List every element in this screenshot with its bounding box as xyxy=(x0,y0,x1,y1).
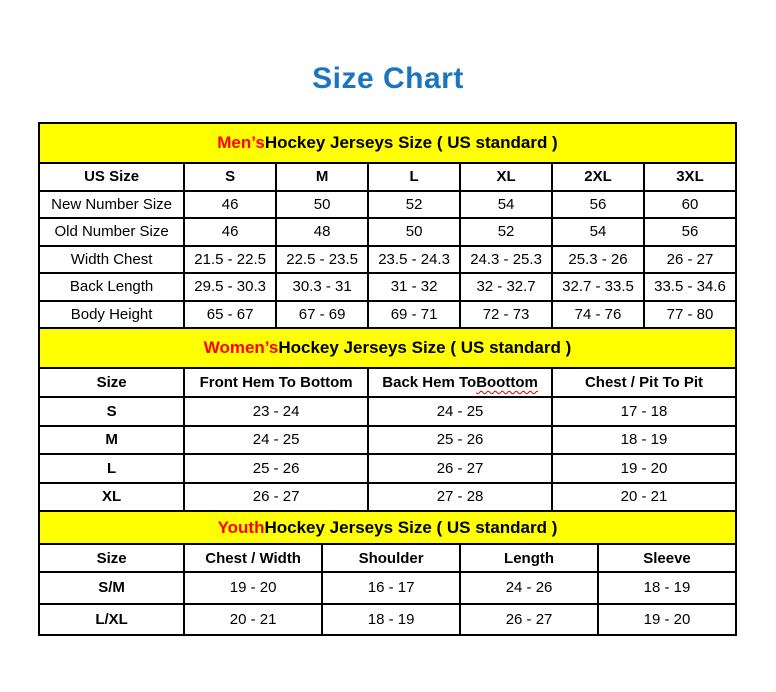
cell-text: XL xyxy=(101,488,122,506)
cell-text: 52 xyxy=(405,195,423,213)
data-cell xyxy=(321,573,459,603)
section-accent-label: Men’s xyxy=(217,133,265,152)
column-header xyxy=(183,164,275,190)
column-header-row xyxy=(40,543,735,571)
header-text: Sleeve xyxy=(643,549,691,567)
cell-text: 56 xyxy=(681,223,699,241)
cell-text: 48 xyxy=(313,223,331,241)
header-text: US Size xyxy=(84,168,140,186)
cell-text: 46 xyxy=(221,195,239,213)
data-cell xyxy=(183,605,321,635)
data-cell xyxy=(459,219,551,245)
data-cell xyxy=(183,302,275,328)
cell-text: 72 - 73 xyxy=(482,305,530,323)
header-text: M xyxy=(315,168,329,186)
column-header xyxy=(275,164,367,190)
cell-text: L xyxy=(106,459,117,477)
data-cell xyxy=(459,605,597,635)
row-label xyxy=(40,573,183,603)
row-label xyxy=(40,605,183,635)
table-row xyxy=(40,245,735,273)
data-cell xyxy=(459,247,551,273)
column-header xyxy=(40,164,183,190)
data-cell xyxy=(275,302,367,328)
data-cell xyxy=(183,192,275,218)
cell-text: 23.5 - 24.3 xyxy=(378,250,450,268)
cell-text: 19 - 20 xyxy=(620,459,668,477)
row-label xyxy=(40,302,183,328)
table-row xyxy=(40,190,735,218)
section-title-label: Hockey Jerseys Size ( US standard ) xyxy=(264,517,558,537)
cell-text: 30.3 - 31 xyxy=(292,278,352,296)
section-accent-label: Youth xyxy=(217,517,265,537)
cell-text: 22.5 - 23.5 xyxy=(286,250,358,268)
youth-section-header xyxy=(40,510,735,543)
column-header xyxy=(597,545,735,571)
cell-text: 50 xyxy=(405,223,423,241)
row-label xyxy=(40,455,183,482)
column-header xyxy=(367,164,459,190)
cell-text: 50 xyxy=(313,195,331,213)
data-cell xyxy=(643,247,735,273)
column-header xyxy=(459,545,597,571)
page-title: Size Chart xyxy=(312,62,464,95)
data-cell xyxy=(643,219,735,245)
data-cell xyxy=(367,302,459,328)
cell-text: 33.5 - 34.6 xyxy=(654,278,726,296)
cell-text: 18 - 19 xyxy=(620,431,668,449)
cell-text: 26 - 27 xyxy=(436,459,484,477)
table-row xyxy=(40,482,735,511)
column-header xyxy=(183,545,321,571)
section-accent-label: Women’s xyxy=(203,338,279,357)
cell-text: 26 - 27 xyxy=(252,488,300,506)
header-text: Size xyxy=(96,374,127,391)
row-label xyxy=(40,427,183,454)
row-label xyxy=(40,398,183,425)
cell-text: 65 - 67 xyxy=(206,305,254,323)
header-text: Length xyxy=(504,549,555,567)
data-cell xyxy=(367,192,459,218)
data-cell xyxy=(275,274,367,300)
column-header xyxy=(551,369,735,396)
data-cell xyxy=(459,302,551,328)
data-cell xyxy=(183,398,367,425)
cell-text: 24 - 25 xyxy=(436,402,484,420)
header-text: Back Hem To xyxy=(382,374,477,391)
cell-text: Back Length xyxy=(69,278,154,296)
cell-text: 77 - 80 xyxy=(666,305,714,323)
cell-text: 16 - 17 xyxy=(367,579,415,597)
data-cell xyxy=(183,455,367,482)
column-header xyxy=(551,164,643,190)
data-cell xyxy=(321,605,459,635)
data-cell xyxy=(551,484,735,511)
data-cell xyxy=(551,398,735,425)
cell-text: 24 - 25 xyxy=(252,431,300,449)
data-cell xyxy=(367,484,551,511)
data-cell xyxy=(551,219,643,245)
data-cell xyxy=(551,455,735,482)
data-cell xyxy=(367,427,551,454)
table-row xyxy=(40,603,735,635)
cell-text: 26 - 27 xyxy=(666,250,714,268)
table-row xyxy=(40,571,735,603)
cell-text: New Number Size xyxy=(51,195,173,213)
cell-text: 25 - 26 xyxy=(252,459,300,477)
cell-text: 46 xyxy=(221,223,239,241)
data-cell xyxy=(183,573,321,603)
column-header xyxy=(643,164,735,190)
data-cell xyxy=(183,484,367,511)
header-text: Size xyxy=(96,549,127,567)
cell-text: 18 - 19 xyxy=(643,579,691,597)
header-text: S xyxy=(225,168,236,186)
cell-text: 25 - 26 xyxy=(436,431,484,449)
data-cell xyxy=(459,573,597,603)
data-cell xyxy=(183,274,275,300)
data-cell xyxy=(551,302,643,328)
header-text: Chest / Pit To Pit xyxy=(584,374,704,391)
cell-text: 19 - 20 xyxy=(229,579,277,597)
column-header xyxy=(40,369,183,396)
cell-text: 23 - 24 xyxy=(252,402,300,420)
table-row xyxy=(40,300,735,328)
cell-text: S xyxy=(106,402,117,420)
row-label xyxy=(40,484,183,511)
header-text: Chest / Width xyxy=(205,549,301,567)
cell-text: 56 xyxy=(589,195,607,213)
header-text: 3XL xyxy=(676,168,704,186)
column-header xyxy=(183,369,367,396)
table-row xyxy=(40,453,735,482)
mens-section xyxy=(40,124,735,327)
column-header-row xyxy=(40,367,735,396)
cell-text: M xyxy=(105,431,118,449)
cell-text: 18 - 19 xyxy=(367,610,415,628)
data-cell xyxy=(551,274,643,300)
column-header xyxy=(367,369,551,396)
column-header xyxy=(459,164,551,190)
row-label xyxy=(40,219,183,245)
data-cell xyxy=(367,274,459,300)
mens-section-header xyxy=(40,124,735,162)
table-row xyxy=(40,396,735,425)
data-cell xyxy=(183,427,367,454)
cell-text: 26 - 27 xyxy=(505,610,553,628)
data-cell xyxy=(275,219,367,245)
row-label xyxy=(40,192,183,218)
cell-text: 25.3 - 26 xyxy=(568,250,628,268)
column-header xyxy=(40,545,183,571)
cell-text: Width Chest xyxy=(70,250,153,268)
cell-text: 69 - 71 xyxy=(390,305,438,323)
data-cell xyxy=(551,247,643,273)
cell-text: 54 xyxy=(497,195,515,213)
data-cell xyxy=(367,219,459,245)
header-text: L xyxy=(409,168,419,186)
cell-text: L/XL xyxy=(95,610,128,628)
cell-text: 27 - 28 xyxy=(436,488,484,506)
data-cell xyxy=(551,192,643,218)
table-row xyxy=(40,425,735,454)
cell-text: Body Height xyxy=(70,305,153,323)
cell-text: 17 - 18 xyxy=(620,402,668,420)
cell-text: 20 - 21 xyxy=(229,610,277,628)
misspelled-word: Boottom xyxy=(476,374,538,391)
column-header-row xyxy=(40,162,735,190)
table-row xyxy=(40,272,735,300)
cell-text: S/M xyxy=(98,579,125,597)
data-cell xyxy=(597,573,735,603)
cell-text: 21.5 - 22.5 xyxy=(194,250,266,268)
data-cell xyxy=(551,427,735,454)
section-title-label: Hockey Jerseys Size ( US standard ) xyxy=(264,133,558,152)
cell-text: 60 xyxy=(681,195,699,213)
cell-text: 29.5 - 30.3 xyxy=(194,278,266,296)
data-cell xyxy=(643,192,735,218)
data-cell xyxy=(183,219,275,245)
data-cell xyxy=(367,455,551,482)
size-tables xyxy=(38,122,737,636)
header-text: Shoulder xyxy=(358,549,424,567)
data-cell xyxy=(643,302,735,328)
section-title-label: Hockey Jerseys Size ( US standard ) xyxy=(278,338,572,357)
womens-section-header xyxy=(40,327,735,367)
row-label xyxy=(40,274,183,300)
cell-text: 20 - 21 xyxy=(620,488,668,506)
data-cell xyxy=(275,247,367,273)
data-cell xyxy=(367,398,551,425)
cell-text: 32.7 - 33.5 xyxy=(562,278,634,296)
table-row xyxy=(40,217,735,245)
cell-text: 54 xyxy=(589,223,607,241)
data-cell xyxy=(597,605,735,635)
data-cell xyxy=(643,274,735,300)
data-cell xyxy=(459,274,551,300)
column-header xyxy=(321,545,459,571)
cell-text: 24.3 - 25.3 xyxy=(470,250,542,268)
data-cell xyxy=(183,247,275,273)
header-text: XL xyxy=(496,168,516,186)
data-cell xyxy=(459,192,551,218)
cell-text: Old Number Size xyxy=(54,223,169,241)
cell-text: 74 - 76 xyxy=(574,305,622,323)
header-text: Front Hem To Bottom xyxy=(199,374,353,391)
cell-text: 31 - 32 xyxy=(390,278,438,296)
row-label xyxy=(40,247,183,273)
data-cell xyxy=(367,247,459,273)
cell-text: 52 xyxy=(497,223,515,241)
cell-text: 19 - 20 xyxy=(643,610,691,628)
womens-section xyxy=(40,327,735,510)
cell-text: 67 - 69 xyxy=(298,305,346,323)
header-text: 2XL xyxy=(584,168,612,186)
cell-text: 24 - 26 xyxy=(505,579,553,597)
youth-section xyxy=(40,510,735,634)
cell-text: 32 - 32.7 xyxy=(476,278,536,296)
data-cell xyxy=(275,192,367,218)
